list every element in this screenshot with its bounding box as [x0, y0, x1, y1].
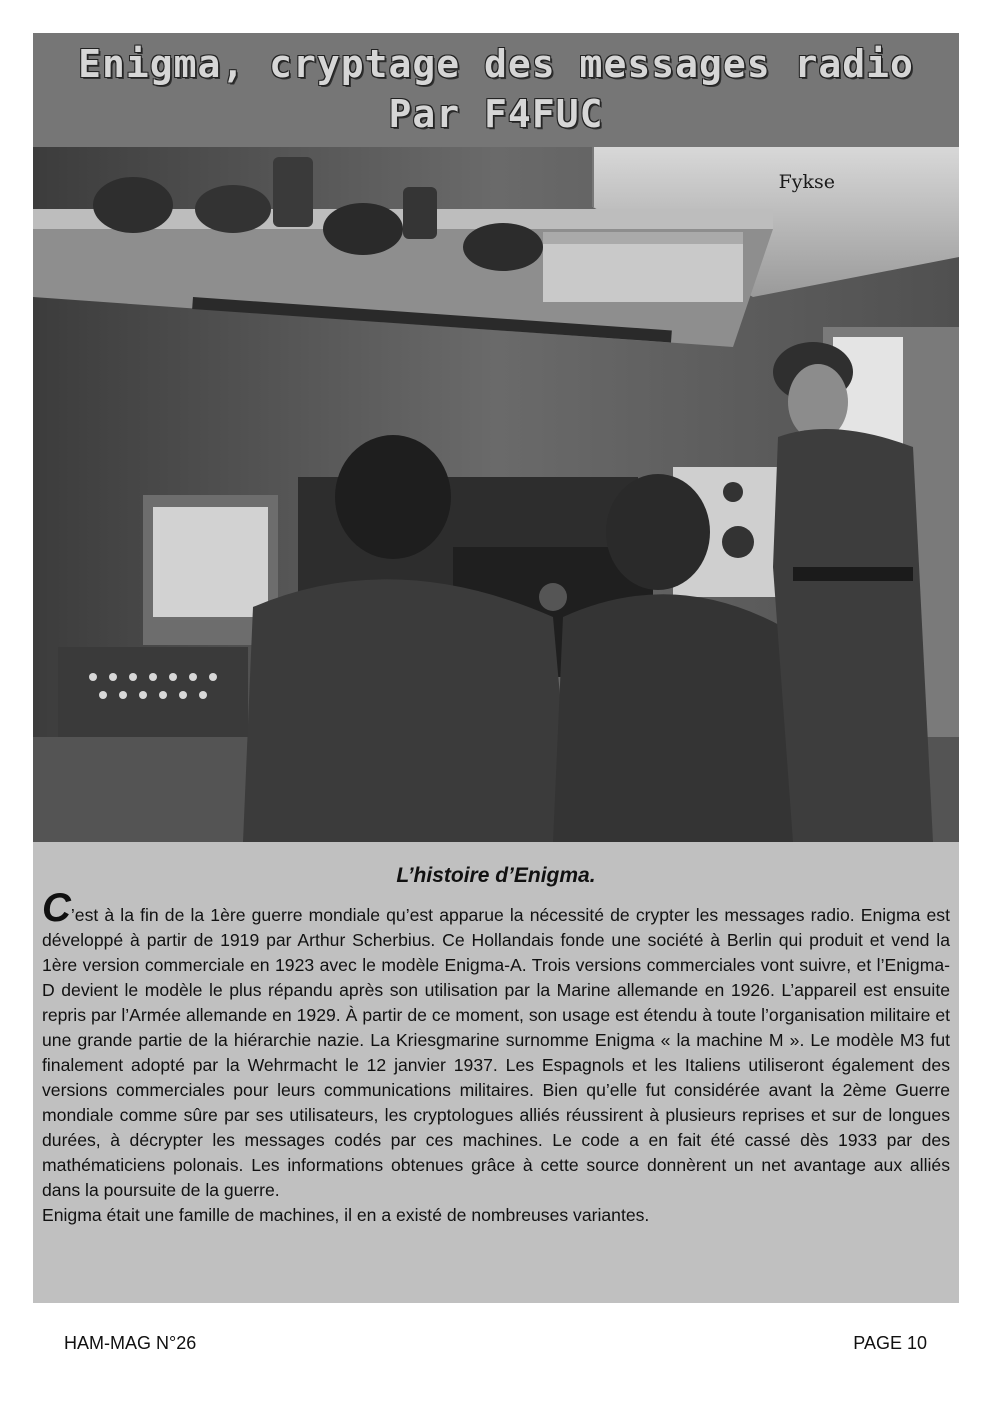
article-heading: L’histoire d’Enigma. — [396, 864, 596, 887]
page-header — [33, 33, 959, 147]
footer-page-number: PAGE 10 — [853, 1333, 927, 1353]
footer-magazine: HAM-MAG N°26 — [64, 1333, 197, 1353]
photo-credit: Fykse — [778, 171, 835, 193]
article-section — [33, 842, 959, 1303]
drop-cap: C — [42, 886, 71, 930]
title-line-1: Enigma, cryptage des messages radio — [78, 42, 914, 86]
title-line-2: Par F4FUC — [388, 92, 604, 136]
paragraph-1-text: ’est à la fin de la 1ère guerre mondiale qu’est apparue la nécessité de crypter les messages radio. Enigma est développé à partir de 1919 par Arthur Scherbius. Ce Hollandais fonde une société à Berlin qui produit et vend la 1ère version commerciale en 1923 avec le modèle Enigma-A. Trois versions commerciales vont suivre, et l’Enigma-D devient le modèle le plus répandu après son utilisation par la Marine allemande en 1926. L’appareil est ensuite repris par l’Armée allemande en 1929. À partir de ce moment, son usage est étendu à toute l’organisation militaire et une grande partie de la hiérarchie nazie. La Kriesgmarine surnomme Enigma « la machine M ». Le modèle M3 fut finalement adopté par la Wehrmacht le 12 janvier 1937. Les Espagnols et les Italiens utiliseront également des versions commerciales pour leurs communications militaires. Bien qu’elle fut considérée avant la 2ème Guerre mondiale comme sûre par ses utilisateurs, les cryptologues alliés réussirent à plusieurs reprises et sur de longues durées, à décrypter les messages codés par ces machines. Le code a en fait été cassé dès 1933 par des mathématiciens polonais. Les informations obtenues grâce à cette source donnèrent un net avantage aux alliés dans la poursuite de la guerre. — [42, 905, 950, 1200]
photo-illustration — [33, 147, 959, 842]
article-paragraph-1 — [42, 886, 950, 1203]
historical-photo — [33, 147, 959, 842]
article-paragraph-2: Enigma était une famille de machines, il en a existé de nombreuses variantes. — [42, 1205, 650, 1225]
